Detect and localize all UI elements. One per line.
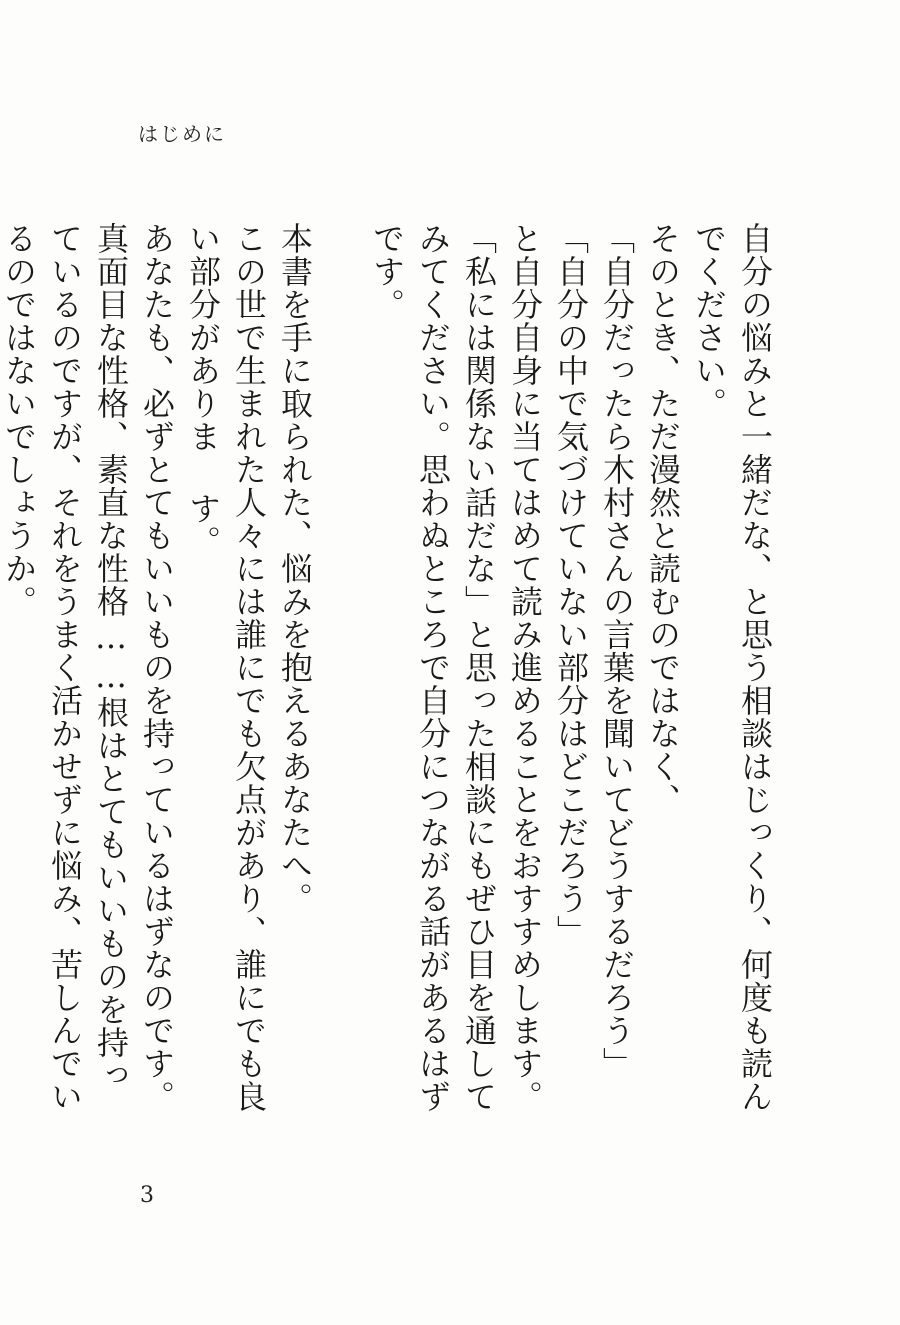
paragraph: 本書を手に取られた、悩みを抱えるあなたへ。 (276, 222, 314, 915)
paragraph: そのとき、ただ漫然と読むのではなく、 (644, 222, 682, 816)
paragraph: 「私には関係ない話だな」と思った相談にもぜひ目を通してみてください。思わぬところで自分につながる話があるはずです。 (368, 222, 498, 1113)
paragraph: 真面目な性格、素直な性格……根はとてもいいものを持っているのですが、それをうまく活かせずに悩み、苦しんでいるのではないでしょうか。 (0, 222, 130, 1113)
paragraph: 「自分だったら木村さんの言葉を聞いてどうするだろう」 (598, 222, 636, 1080)
paragraph: と自分自身に当てはめて読み進めることをおすすめします。 (506, 222, 544, 1113)
paragraph: この世で生まれた人々には誰にでも欠点があり、誰にでも良い部分がありま す。 (184, 222, 268, 1113)
section-title: はじめに (138, 122, 226, 146)
body-text (0, 222, 778, 1122)
paragraph: 「自分の中で気づけていない部分はどこだろう」 (552, 222, 590, 948)
page-number: 3 (140, 1183, 154, 1208)
paragraph: 自分の悩みと一緒だな、と思う相談はじっくり、何度も読んでください。 (690, 222, 774, 1113)
paragraph: あなたも、必ずとてもいいものを持っているはずなのです。 (138, 222, 176, 1113)
paragraph-gap (318, 222, 364, 1122)
